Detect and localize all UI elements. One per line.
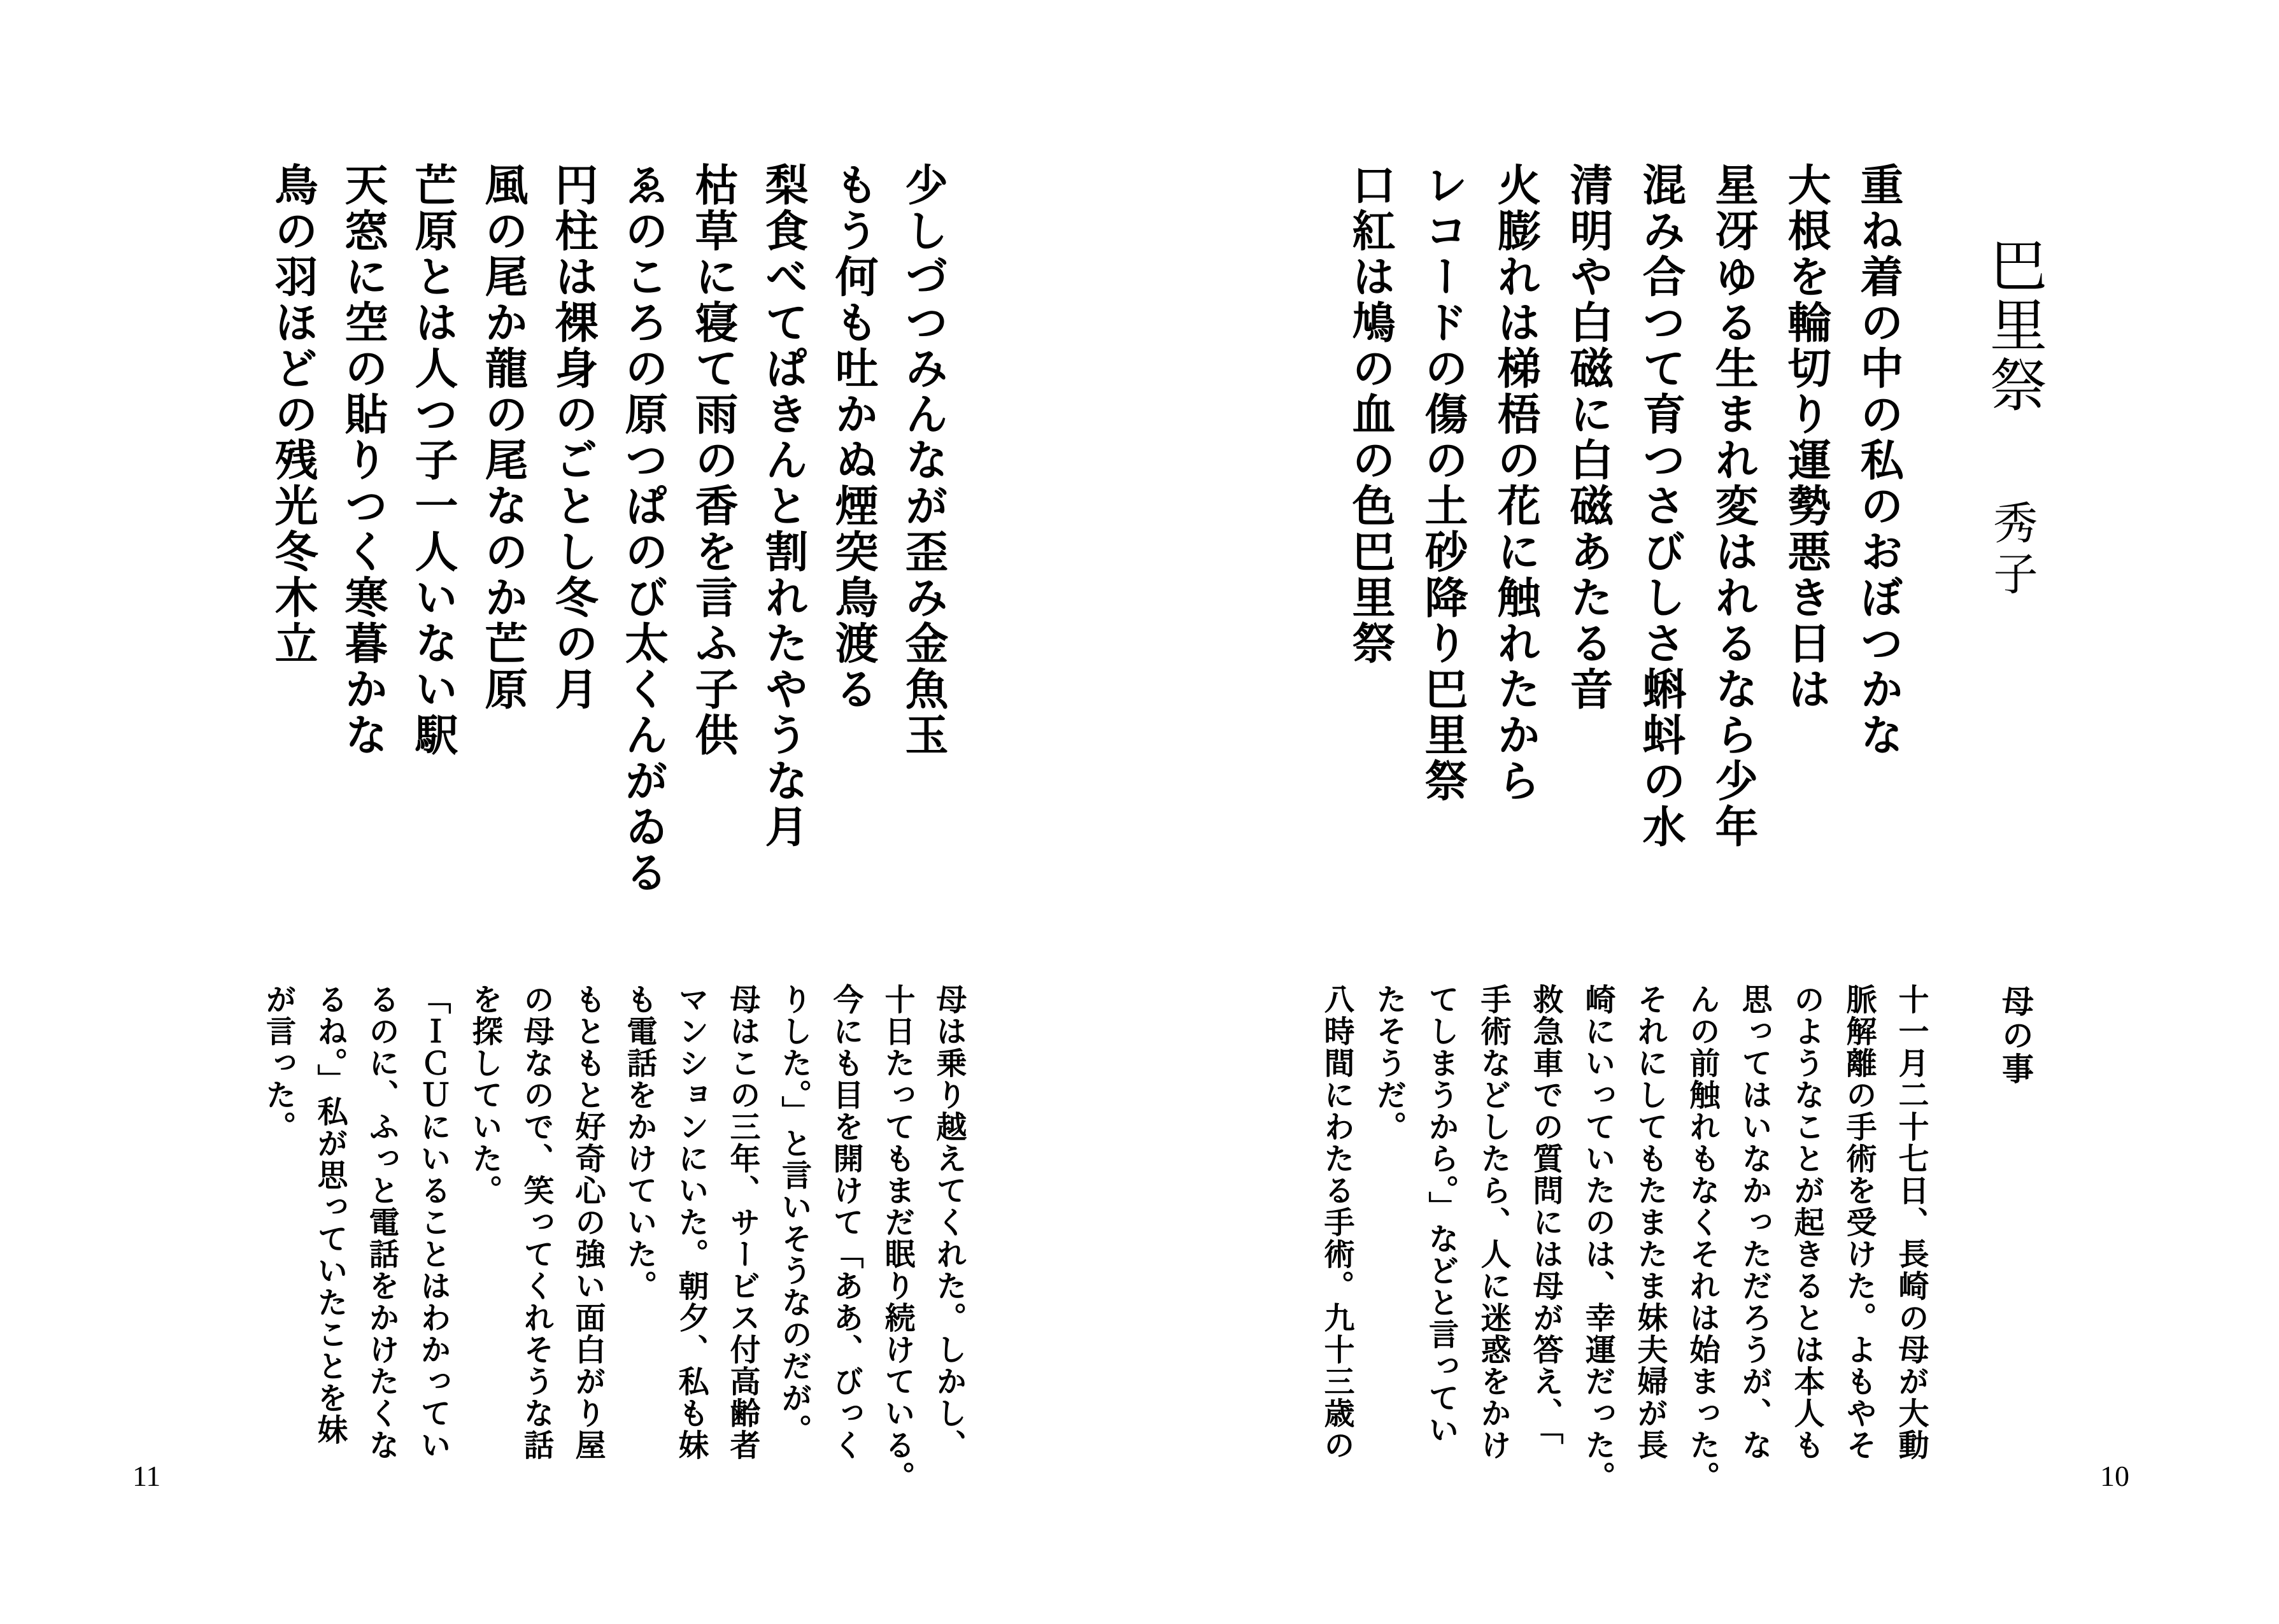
- right-haiku-block: [1334, 162, 1915, 914]
- haiku-line: もう何も吐かぬ煙突鳥渡る: [829, 162, 877, 712]
- prose-line: りした。」と言いそうなのだが。: [777, 984, 811, 1446]
- haiku-line: 円柱は裸身のごとし冬の月: [549, 162, 597, 712]
- left-haiku-block: [258, 162, 958, 914]
- prose-line: 脈解離の手術を受けた。よもやそ: [1842, 984, 1875, 1461]
- prose-line: 母は乗り越えてくれた。しかし、: [932, 984, 965, 1461]
- prose-line: るね。」私が思っていたことを妹: [313, 984, 346, 1446]
- page-title: 巴里祭: [1981, 236, 2044, 415]
- prose-line: てしまうから。」などと言ってい: [1424, 984, 1458, 1446]
- prose-line: を探していた。: [467, 984, 501, 1206]
- prose-line: のようなことが起きるとは本人も: [1789, 984, 1823, 1461]
- haiku-line: 鳥の羽ほどの残光冬木立: [269, 162, 317, 667]
- haiku-line: 混み合つて育つさびしさ蝌蚪の水: [1636, 162, 1685, 850]
- prose-line: も電話をかけていた。: [622, 984, 656, 1302]
- haiku-line: 梨食べてぱきんと割れたやうな月: [759, 162, 807, 850]
- prose-line: 思ってはいなかっただろうが、な: [1737, 984, 1771, 1461]
- haiku-line: 芒原とは人つ子一人いない駅: [409, 162, 457, 758]
- haiku-line: 風の尾か龍の尾なのか芒原: [479, 162, 527, 712]
- haiku-line: 火膨れは梯梧の花に触れたから: [1491, 162, 1540, 804]
- prose-line: マンションにいた。朝夕、私も妹: [674, 984, 707, 1461]
- page-number-right: 10: [2100, 1460, 2129, 1492]
- haiku-line: 星冴ゆる生まれ変はれるなら少年: [1709, 162, 1757, 850]
- haiku-line: ゑのころの原つぱのび太くんがゐる: [619, 162, 667, 896]
- prose-line: 崎にいっていたのは、幸運だった。: [1580, 984, 1614, 1493]
- prose-line: 十一月二十七日、長崎の母が大動: [1894, 984, 1928, 1461]
- haiku-line: 大根を輪切り運勢悪き日は: [1782, 162, 1830, 712]
- haiku-line: 清明や白磁に白磁あたる音: [1564, 162, 1612, 712]
- haiku-line: 枯草に寝て雨の香を言ふ子供: [689, 162, 737, 758]
- prose-line: が言った。: [261, 984, 295, 1143]
- haiku-line: レコードの傷の土砂降り巴里祭: [1419, 162, 1467, 804]
- prose-line: もともと好奇心の強い面白がり屋: [571, 984, 604, 1461]
- prose-line: 手術などしたら、人に迷惑をかけ: [1476, 984, 1510, 1461]
- right-prose-block: [1310, 984, 1936, 1522]
- prose-line: 救急車での質問には母が答え、「: [1528, 984, 1562, 1446]
- haiku-line: 重ね着の中の私のおぼつかな: [1854, 162, 1903, 758]
- prose-line: るのに、ふっと電話をかけたくな: [364, 984, 398, 1461]
- prose-line: んの前触れもなくそれは始まった。: [1685, 984, 1719, 1493]
- left-prose-block: [252, 984, 974, 1522]
- page-number-left: 11: [132, 1460, 161, 1492]
- prose-line: 十日たってもまだ眠り続けている。: [880, 984, 914, 1493]
- haiku-line: 口紅は鳩の血の色巴里祭: [1346, 162, 1395, 667]
- prose-line: 「ＩＣＵにいることはわかってい: [416, 984, 450, 1461]
- prose-line: 今にも目を開けて「ああ、びっく: [828, 984, 862, 1461]
- haiku-line: 天窓に空の貼りつく寒暮かな: [339, 162, 387, 758]
- author-name: 秀子: [1987, 500, 2036, 602]
- prose-line: それにしてもたまたま妹夫婦が長: [1633, 984, 1666, 1461]
- prose-line: たそうだ。: [1372, 984, 1405, 1143]
- prose-line: 八時間にわたる手術。九十三歳の: [1319, 984, 1353, 1461]
- haiku-line: 少しづつみんなが歪み金魚玉: [899, 162, 948, 758]
- prose-line: 母はこの三年、サービス付高齢者: [725, 984, 759, 1461]
- prose-line: の母なので、笑ってくれそうな話: [519, 984, 553, 1461]
- prose-heading: 母の事: [1998, 985, 2033, 1086]
